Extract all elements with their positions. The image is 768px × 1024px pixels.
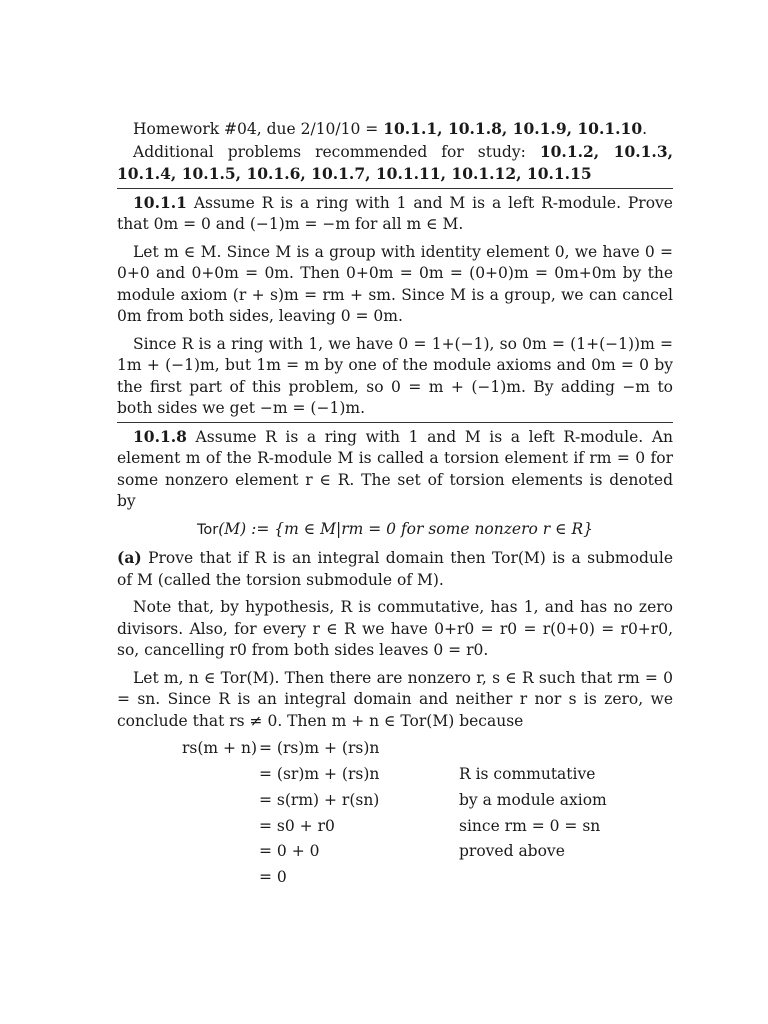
derivation-row bbox=[117, 865, 673, 891]
problem-8-statement bbox=[117, 426, 673, 513]
tor-definition bbox=[117, 519, 673, 542]
header-line-1: Homework #04, due 2/10/10 = 10.1.1, 10.1.8, 10.1.9, 10.1.10. bbox=[133, 119, 648, 138]
problem-8-number: 10.1.8 bbox=[133, 426, 187, 446]
derivation-rhs: = s(rm) + r(sn) bbox=[259, 790, 380, 809]
problem-1-number: 10.1.1 bbox=[133, 192, 187, 212]
problem-1-text: Assume R is a ring with 1 and M is a left R-module. Prove that 0m = 0 and (−1)m = −m for all m ∈ M. bbox=[117, 193, 673, 233]
problem-1-para-2: Since R is a ring with 1, we have 0 = 1+(−1), so 0m = (1+(−1))m = 1m + (−1)m, but 1m = m by one of the module axioms and 0m = 0 by the first part of this problem, so 0 = m + (−1)m. By adding −m to both sides we get −m = (−1)m. bbox=[117, 334, 673, 417]
additional-prefix: Additional problems recommended for study: bbox=[133, 142, 540, 161]
header-prefix: Homework #04, due 2/10/10 = bbox=[133, 120, 384, 138]
derivation-row bbox=[117, 736, 673, 762]
section-divider bbox=[117, 188, 673, 189]
part-a-label: (a) bbox=[117, 548, 142, 567]
derivation-reason: R is commutative bbox=[459, 764, 596, 783]
problem-1-statement bbox=[117, 192, 673, 236]
derivation-rhs: = s0 + r0 bbox=[259, 816, 335, 835]
problem-8-para-1: Note that, by hypothesis, R is commutative, has 1, and has no zero divisors. Also, for every r ∈ R we have 0+r0 = r0 = r(0+0) = r0+r0, so, cancelling r0 from both sides leaves 0 = r0. bbox=[117, 598, 673, 659]
derivation-row bbox=[117, 839, 673, 865]
assigned-problems: 10.1.1, 10.1.8, 10.1.9, 10.1.10 bbox=[383, 119, 643, 138]
derivation-reason: by a module axiom bbox=[459, 790, 607, 809]
derivation-rhs: = 0 + 0 bbox=[259, 842, 320, 861]
problem-1-para-1: Let m ∈ M. Since M is a group with identity element 0, we have 0 = 0+0 and 0+0m = 0m. Then 0+0m = 0m = (0+0)m = 0m+0m by the module axiom (r + s)m = rm + sm. Since M is a group, we can cancel 0m from both sides, leaving 0 = 0m. bbox=[117, 242, 673, 325]
problem-8-para-2: Let m, n ∈ Tor(M). Then there are nonzero r, s ∈ R such that rm = 0 = sn. Since R is an integral domain and neither r nor s is zero, we conclude that rs ≠ 0. Then m + n ∈ Tor(M) because bbox=[117, 668, 673, 730]
derivation-row bbox=[117, 762, 673, 788]
header-line-2 bbox=[117, 141, 673, 186]
derivation-rhs: = (sr)m + (rs)n bbox=[259, 764, 380, 783]
section-divider bbox=[117, 422, 673, 423]
derivation-row bbox=[117, 788, 673, 814]
derivation-rhs: = 0 bbox=[259, 868, 287, 887]
derivation-rhs: = (rs)m + (rs)n bbox=[259, 739, 380, 758]
document-page bbox=[117, 118, 673, 891]
derivation-lhs: rs(m + n) bbox=[182, 739, 257, 758]
derivation-reason: proved above bbox=[459, 842, 565, 861]
additional-problems: 10.1.2, 10.1.3, 10.1.4, 10.1.5, 10.1.6, 10.1.7, 10.1.11, 10.1.12, 10.1.15 bbox=[117, 141, 674, 183]
part-a-text: Prove that if R is an integral domain then Tor(M) is a submodule of M (called the torsion submodule of M). bbox=[117, 549, 673, 589]
problem-8-text: Assume R is a ring with 1 and M is a left R-module. An element m of the R-module M is called a torsion element if rm = 0 for some nonzero element r ∈ R. The set of torsion elements is denoted by bbox=[117, 427, 673, 510]
derivation-reason: since rm = 0 = sn bbox=[459, 816, 601, 835]
derivation-row bbox=[117, 813, 673, 839]
derivation bbox=[117, 736, 673, 891]
part-a bbox=[117, 547, 673, 591]
tor-definition-body: (M) := {m ∈ M|rm = 0 for some nonzero r ∈ R} bbox=[218, 519, 594, 538]
tor-operator: Tor bbox=[196, 521, 219, 538]
